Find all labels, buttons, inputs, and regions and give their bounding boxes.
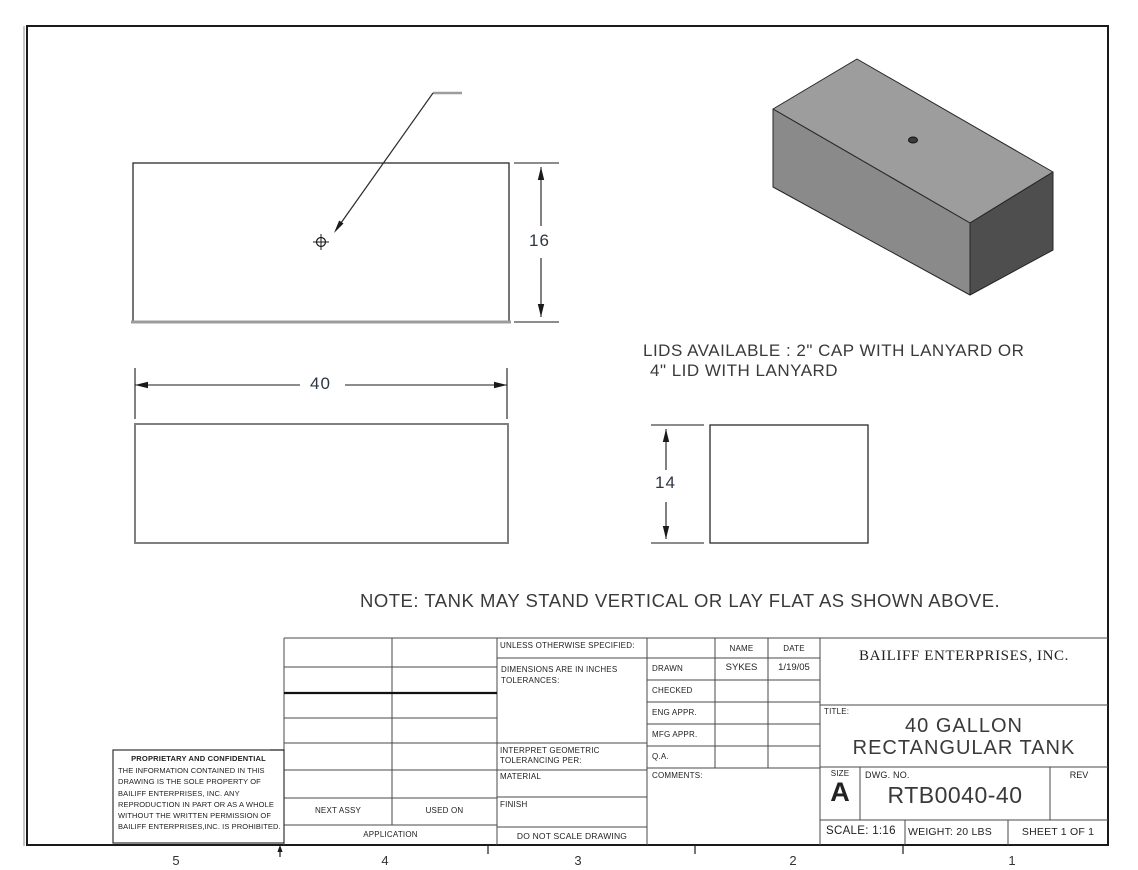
finish-label: FINISH: [500, 800, 528, 809]
hole-crosshair-icon: [313, 234, 329, 250]
title-label: TITLE:: [824, 707, 850, 716]
drawing-title-line2: RECTANGULAR TANK: [852, 737, 1076, 759]
orientation-note: NOTE: TANK MAY STAND VERTICAL OR LAY FLAT AS SHOWN ABOVE.: [360, 590, 1001, 611]
drawing-title-line1: 40 GALLON: [905, 715, 1023, 737]
top-view: [135, 424, 508, 543]
proprietary-heading: PROPRIETARY AND CONFIDENTIAL: [131, 754, 266, 763]
name-header: NAME: [729, 644, 754, 653]
approval-row-date: 1/19/05: [778, 662, 810, 673]
dwg-no-value: RTB0040-40: [887, 782, 1023, 808]
next-assy-label: NEXT ASSY: [314, 806, 362, 815]
interpret-geometric-label: INTERPRET GEOMETRIC: [500, 746, 600, 755]
material-label: MATERIAL: [500, 772, 542, 781]
approval-row-label: MFG APPR.: [652, 730, 698, 739]
weight-value: WEIGHT: 20 LBS: [908, 826, 992, 838]
approval-row-label: CHECKED: [652, 686, 693, 695]
side-view: [710, 425, 868, 543]
used-on-label: USED ON: [425, 806, 464, 815]
tolerances-label: TOLERANCES:: [501, 676, 560, 685]
scale-value: SCALE: 1:16: [826, 825, 896, 837]
lids-note-line2: 4" LID WITH LANYARD: [650, 361, 839, 380]
isometric-view: [773, 59, 1053, 295]
dwg-no-label: DWG. NO.: [865, 770, 910, 780]
comments-label: COMMENTS:: [652, 771, 703, 780]
tolerancing-per-label: TOLERANCING PER:: [500, 756, 582, 765]
dim-label-40: 40: [310, 374, 331, 393]
lids-note-line1: LIDS AVAILABLE : 2" CAP WITH LANYARD OR: [643, 341, 1025, 360]
approval-row-name: SYKES: [725, 662, 758, 673]
dims-in-inches-label: DIMENSIONS ARE IN INCHES: [501, 665, 618, 674]
approval-row-label: ENG APPR.: [652, 708, 697, 717]
dim-label-14: 14: [655, 473, 676, 492]
unless-otherwise-label: UNLESS OTHERWISE SPECIFIED:: [500, 641, 635, 650]
size-label: SIZE: [830, 769, 850, 778]
lid-hole-icon: [909, 137, 918, 143]
application-label: APPLICATION: [363, 830, 418, 839]
zone-label-3: 3: [574, 853, 582, 868]
zone-label-4: 4: [381, 853, 389, 868]
approval-row-label: DRAWN: [652, 664, 683, 673]
zone-label-5: 5: [172, 853, 180, 868]
proprietary-body: THE INFORMATION CONTAINED IN THIS DRAWING IS THE SOLE PROPERTY OF BAILIFF ENTERPRISES, INC. ANY REPRODUCTION IN PART OR AS A WHOLE WITHOUT THE WRITTEN PERMISSION OF BAILIFF ENTERPRISES,INC. IS PROHIBITED.: [118, 766, 281, 832]
rev-label: REV: [1069, 770, 1089, 780]
zone-label-1: 1: [1008, 853, 1016, 868]
date-header: DATE: [783, 644, 805, 653]
do-not-scale-label: DO NOT SCALE DRAWING: [516, 831, 628, 841]
sheet-value: SHEET 1 OF 1: [1021, 826, 1095, 838]
zone-label-2: 2: [789, 853, 797, 868]
dim-label-16: 16: [529, 231, 550, 250]
size-value: A: [830, 777, 850, 807]
company-name: BAILIFF ENTERPRISES, INC.: [858, 648, 1070, 664]
approval-row-label: Q.A.: [652, 752, 669, 761]
